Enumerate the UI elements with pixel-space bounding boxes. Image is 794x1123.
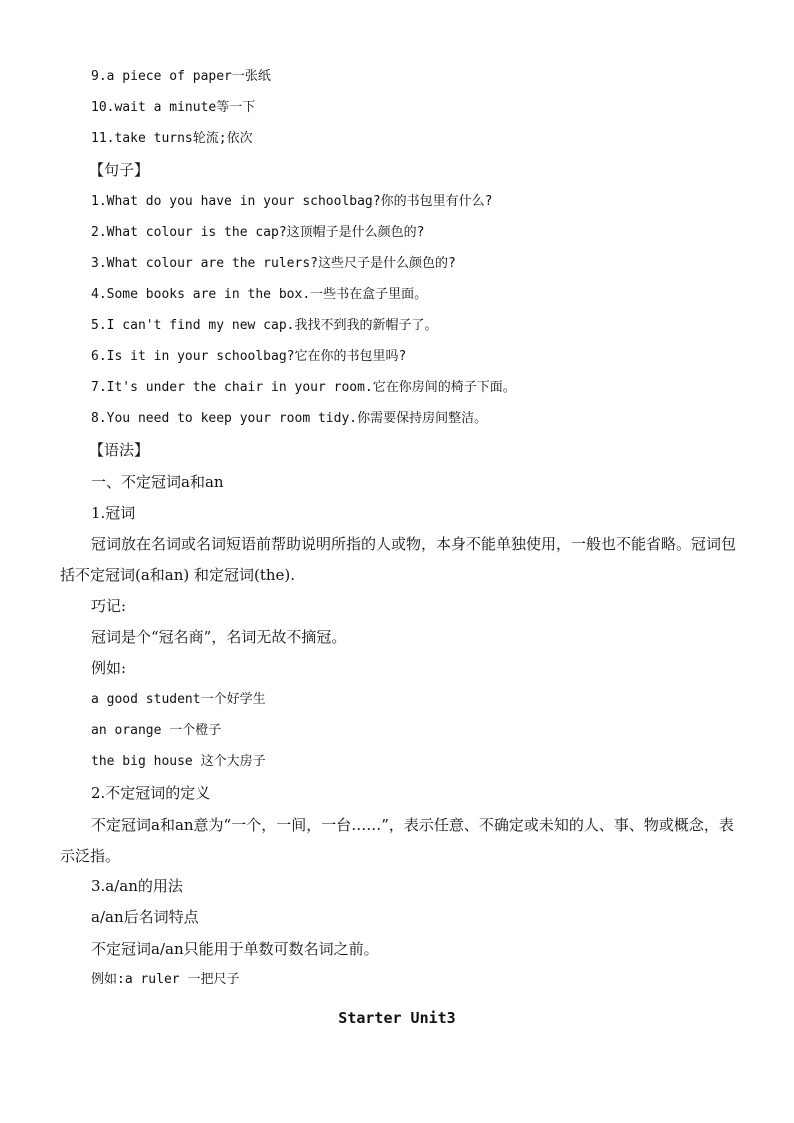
example-item: the big house 这个大房子 <box>91 754 266 769</box>
grammar-item-title: 1.冠词 <box>91 504 136 522</box>
sentence-item: 2.What colour is the cap?这顶帽子是什么颜色的? <box>91 225 425 240</box>
grammar-subtitle: a/an后名词特点 <box>91 908 199 926</box>
example-item: 例如:a ruler 一把尺子 <box>91 972 240 987</box>
grammar-paragraph: 冠词放在名词或名词短语前帮助说明所指的人或物，本身不能单独使用，一般也不能省略。冠词包括不定冠词(a和an) 和定冠词(the). <box>60 535 737 584</box>
tip-text: 冠词是个“冠名商”，名词无故不摘冠。 <box>91 628 347 646</box>
grammar-text: 不定冠词a/an只能用于单数可数名词之前。 <box>91 940 379 958</box>
grammar-item-title: 3.a/an的用法 <box>91 877 183 895</box>
example-item: an orange 一个橙子 <box>91 723 222 738</box>
tip-label: 巧记: <box>91 597 127 615</box>
sentence-item: 8.You need to keep your room tidy.你需要保持房间整洁。 <box>91 411 488 426</box>
sentence-item: 6.Is it in your schoolbag?它在你的书包里吗? <box>91 349 407 364</box>
sentence-item: 4.Some books are in the box.一些书在盒子里面。 <box>91 287 428 302</box>
sentence-item: 3.What colour are the rulers?这些尺子是什么颜色的? <box>91 256 456 271</box>
phrase-item: 10.wait a minute等一下 <box>91 100 256 115</box>
sentence-item: 1.What do you have in your schoolbag?你的书包里有什么? <box>91 194 493 209</box>
grammar-heading: 【语法】 <box>89 441 150 459</box>
grammar-item-title: 2.不定冠词的定义 <box>91 784 211 802</box>
phrase-item: 11.take turns轮流;依次 <box>91 131 253 146</box>
sentences-heading: 【句子】 <box>89 161 150 179</box>
example-item: a good student一个好学生 <box>91 692 266 707</box>
unit-title: Starter Unit3 <box>338 1009 456 1027</box>
phrase-item: 9.a piece of paper一张纸 <box>91 69 271 84</box>
sentence-item: 5.I can't find my new cap.我找不到我的新帽子了。 <box>91 318 438 333</box>
example-label: 例如: <box>91 659 127 677</box>
grammar-section-title: 一、不定冠词a和an <box>91 473 224 491</box>
sentence-item: 7.It's under the chair in your room.它在你房间的椅子下面。 <box>91 380 516 395</box>
grammar-paragraph: 不定冠词a和an意为“一个，一间，一台……”，表示任意、不确定或未知的人、事、物或概念，表示泛指。 <box>60 816 734 865</box>
